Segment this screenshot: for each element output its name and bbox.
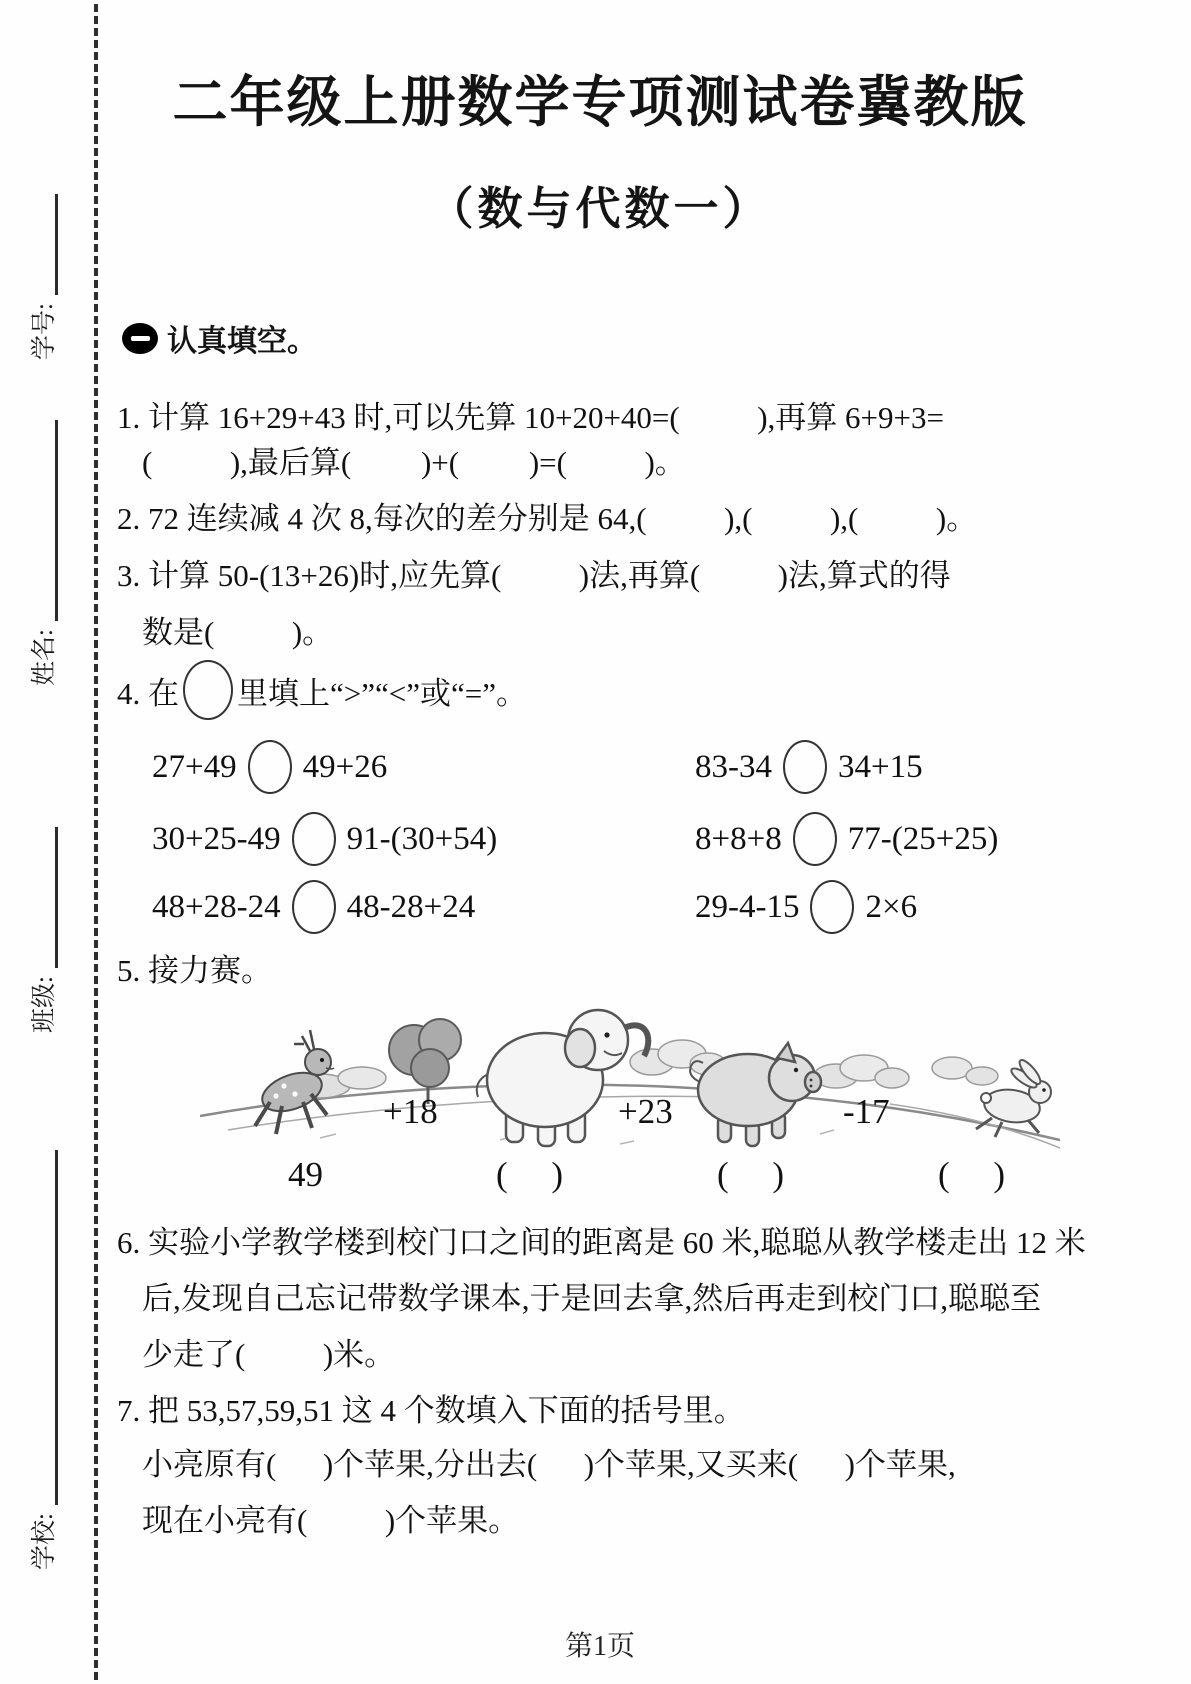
comparison-left-expression: 27+49 (152, 748, 237, 785)
comparison-item (695, 812, 998, 866)
answer-circle (810, 880, 854, 934)
question-4-intro-post: 里填上“>”“<”或“=”。 (237, 675, 528, 711)
question-3-line-1: 3. 计算 50-(13+26)时,应先算( )法,再算( )法,算式的得 (117, 558, 951, 593)
question-6-line-2: 后,发现自己忘记带数学课本,于是回去拿,然后再走到校门口,聪聪至 (142, 1281, 1041, 1316)
comparison-item (152, 812, 497, 866)
question-4-intro (117, 660, 527, 720)
comparison-right-expression: 49+26 (302, 748, 388, 785)
question-6-line-1: 6. 实验小学教学楼到校门口之间的距离是 60 米,聪聪从教学楼走出 12 米 (117, 1225, 1086, 1260)
question-7-line-2: 小亮原有( )个苹果,分出去( )个苹果,又买来( )个苹果, (142, 1447, 956, 1482)
relay-start-value: 49 (288, 1155, 323, 1194)
answer-circle (793, 812, 837, 866)
relay-op-label: +18 (383, 1092, 438, 1131)
comparison-right-expression: 2×6 (865, 888, 918, 925)
name-blank-line (25, 420, 58, 621)
comparison-left-expression: 83-34 (695, 748, 772, 785)
comparison-left-expression: 48+28-24 (152, 888, 281, 925)
comparison-item (152, 740, 387, 794)
relay-op-label: -17 (843, 1092, 890, 1131)
relay-answer-blank: ( ) (938, 1155, 1006, 1194)
comparison-left-expression: 30+25-49 (152, 820, 281, 857)
answer-circle (292, 880, 336, 934)
comparison-right-expression: 34+15 (838, 748, 923, 785)
question-3-line-2: 数是( )。 (142, 615, 334, 650)
question-7-line-1: 7. 把 53,57,59,51 这 4 个数填入下面的括号里。 (117, 1393, 745, 1428)
page-subtitle: （数与代数一） (428, 184, 772, 234)
question-6-line-3: 少走了( )米。 (142, 1337, 396, 1372)
deer-icon (255, 1030, 334, 1134)
question-4-intro-pre: 4. 在 (117, 675, 179, 711)
class-label: 班级: (30, 976, 58, 1033)
page-number: 第1页 (564, 1631, 635, 1662)
class-field (22, 827, 58, 1033)
comparison-left-expression: 29-4-15 (695, 888, 800, 925)
page-title: 二年级上册数学专项测试卷冀教版 (172, 72, 1028, 133)
question-7-line-3: 现在小亮有( )个苹果。 (142, 1503, 520, 1538)
relay-answer-blank: ( ) (496, 1155, 564, 1194)
comparison-left-expression: 8+8+8 (695, 820, 782, 857)
school-blank-line (25, 1150, 58, 1505)
comparison-right-expression: 91-(30+54) (346, 820, 498, 857)
question-2-line-1: 2. 72 连续减 4 次 8,每次的差分别是 64,( ),( ),( )。 (117, 501, 978, 536)
section-heading-text: 认真填空。 (167, 324, 317, 359)
section-heading (122, 316, 317, 360)
dashed-cut-line (94, 0, 98, 1684)
school-field (22, 1150, 58, 1570)
comparison-item (695, 880, 917, 934)
student-id-label: 学号: (30, 303, 58, 360)
question-5-line-1: 5. 接力赛。 (117, 953, 272, 988)
class-blank-line (25, 827, 58, 968)
student-id-blank-line (25, 194, 58, 295)
school-label: 学校: (30, 1513, 58, 1570)
name-field (22, 420, 58, 686)
relay-op-label: +23 (618, 1092, 673, 1131)
answer-circle (183, 660, 233, 720)
question-1-line-1: 1. 计算 16+29+43 时,可以先算 10+20+40=( ),再算 6+9+3= (117, 400, 945, 435)
relay-answer-blank: ( ) (717, 1155, 785, 1194)
student-id-field (22, 194, 58, 360)
comparison-right-expression: 77-(25+25) (847, 820, 999, 857)
comparison-item (695, 740, 923, 794)
answer-circle (248, 740, 292, 794)
question-1-line-2: ( ),最后算( )+( )=( )。 (142, 445, 686, 480)
name-label: 姓名: (30, 629, 58, 686)
comparison-right-expression: 48-28+24 (346, 888, 476, 925)
one-glyph-bar (131, 336, 150, 341)
answer-circle (292, 812, 336, 866)
circled-one-badge-icon (122, 323, 158, 354)
answer-circle (783, 740, 827, 794)
comparison-item (152, 880, 475, 934)
